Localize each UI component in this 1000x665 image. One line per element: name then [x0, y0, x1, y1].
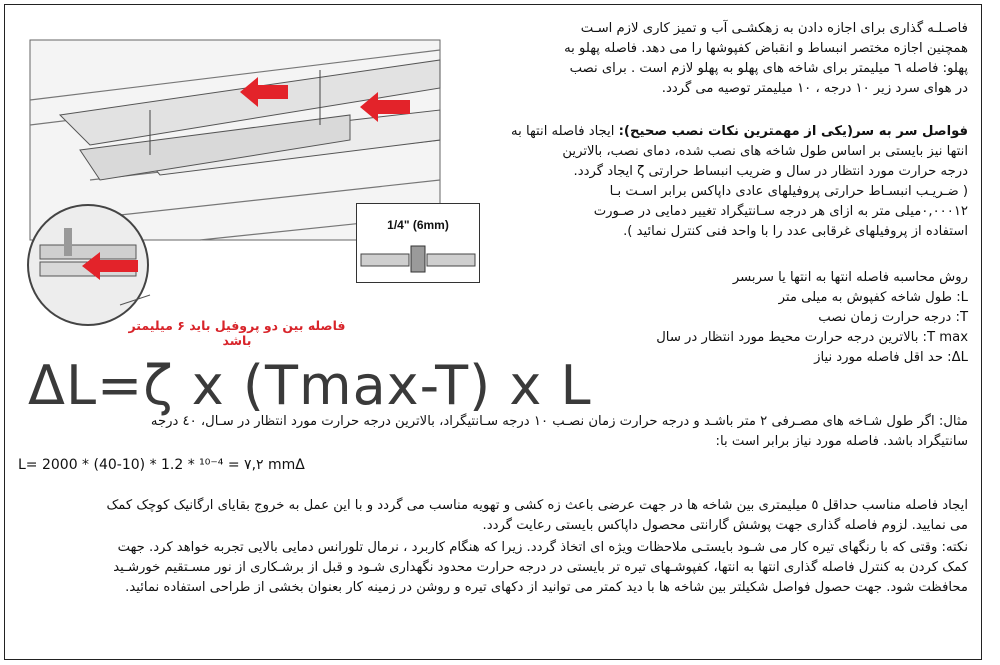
text-line: سانتیگراد باشد. فاصله مورد نیاز برابر است با: — [715, 434, 968, 449]
text-line: ( ضـریـب انبسـاط حرارتی پروفیلهای عادی داپاکس برابر اسـت بـا — [609, 184, 968, 199]
text-line: نکته: وقتی که با رنگهای تیره کار می شـود بایستـی ملاحظات ویژه ای اتخاذ گردد. زیرا که هنگام کاربرد ، نرمال تلورانس دمایی بالایی تجربه خواهد کرد. جهت — [117, 540, 968, 555]
text-line: همچنین اجازه مختصر انبساط و انقباض کفپوشها را می دهد. فاصله پهلو به — [564, 41, 968, 56]
calculation-method — [498, 268, 968, 368]
figure-caption: فاصله بین دو پروفیل باید ۶ میلیمتر باشد — [128, 318, 346, 348]
gap-measurement-box — [356, 203, 480, 283]
text-line: کمک کردن به کنترل فاصله گذاری انتها به انتها، کفپوشـهای تیره تر بایستی در درجه حرارت محدود نگهداری شـود و قبل از برشـکاری از نور مسـتقیم خورشـید — [113, 560, 968, 575]
paragraph-end-to-end — [498, 122, 968, 242]
paragraph-note — [16, 538, 968, 598]
text-line: در هوای سرد زیر ١٠ درجه ، ١٠ میلیمتر توصیه می گردد. — [661, 81, 968, 96]
text-line: ٠,٠٠٠١٢میلی متر به ازای هر درجه سـانتیگراد تغییر دمایی در صـورت — [593, 204, 968, 219]
paragraph-example — [16, 412, 968, 452]
paragraph-ventilation — [16, 496, 968, 536]
text-line: مثال: اگر طول شـاخه های مصـرفی ٢ متر باشـد و درجه حرارت زمان نصـب ١٠ درجه سـانتیگراد، بالاترین درجه حرارت مورد انتظار در سـال، ٤٠ درجه — [150, 414, 968, 429]
text-line: درجه حرارت مورد انتظار در سال و ضریب انبساط حرارتی ζ ایجاد گردد. — [573, 164, 968, 179]
section-title: فواصل سر به سر(یکی از مهمترین نکات نصب صحیح): — [618, 124, 968, 139]
text-line — [498, 122, 968, 142]
gap-measurement-label: 1/4" (6mm) — [387, 218, 449, 232]
text-line: می نمایید. لزوم فاصله گذاری جهت پوشش گارانتی محصول داپاکس بایستی رعایت گردد. — [482, 518, 968, 533]
text-line: فاصـلـه گذاری برای اجازه دادن به زهکشـی آب و تمیز کاری لازم اسـت — [580, 21, 968, 36]
formula: ΔL=ζ x (Tmax-T) x L — [28, 354, 592, 417]
definition-item: L: طول شاخه کفپوش به میلی متر — [778, 290, 968, 305]
text-line: پهلو: فاصله ٦ میلیمتر برای شاخه های پهلو به پهلو لازم است . برای نصب — [569, 61, 968, 76]
deck-installation-illustration — [20, 30, 490, 330]
text-line: ایجاد فاصله مناسب حداقل ٥ میلیمتری بین شاخه ها در جهت عرضی باعث زه کشی و تهویه مناسب می گردد و با این عمل به خروج بقایای ارگانیک کوچک کمک — [106, 498, 968, 513]
example-equation: L= 2000 * (40-10) * 1.2 * ¹⁰⁻⁴ = ٧,٢ mmΔ — [18, 457, 305, 473]
definition-item: T: درجه حرارت زمان نصب — [818, 310, 968, 325]
paragraph-spacing — [498, 19, 968, 99]
definition-item: ΔL: حد اقل فاصله مورد نیاز — [814, 350, 968, 365]
text-line: انتها نیز بایستی بر اساس طول شاخه های نصب شده، دمای نصب، بالاترین — [562, 144, 968, 159]
text-span: ایجاد فاصله انتها به — [511, 124, 619, 139]
text-line: محافظت شود. جهت حصول فواصل شکیلتر بین شاخه ها با دید کمتر می توانید از دکهای تیره و روشن در زمینه کار بعنوان بخشی از طراحی استفاده نمائید. — [125, 580, 968, 595]
clip-detail-icon — [357, 240, 479, 280]
method-title: روش محاسبه فاصله انتها به انتها یا سربسر — [732, 270, 968, 285]
definition-item: T max: بالاترین درجه حرارت محیط مورد انتظار در سال — [656, 330, 968, 345]
text-line: استفاده از پروفیلهای غرقابی عدد را با واحد فنی کنترل نمائید ). — [623, 224, 968, 239]
